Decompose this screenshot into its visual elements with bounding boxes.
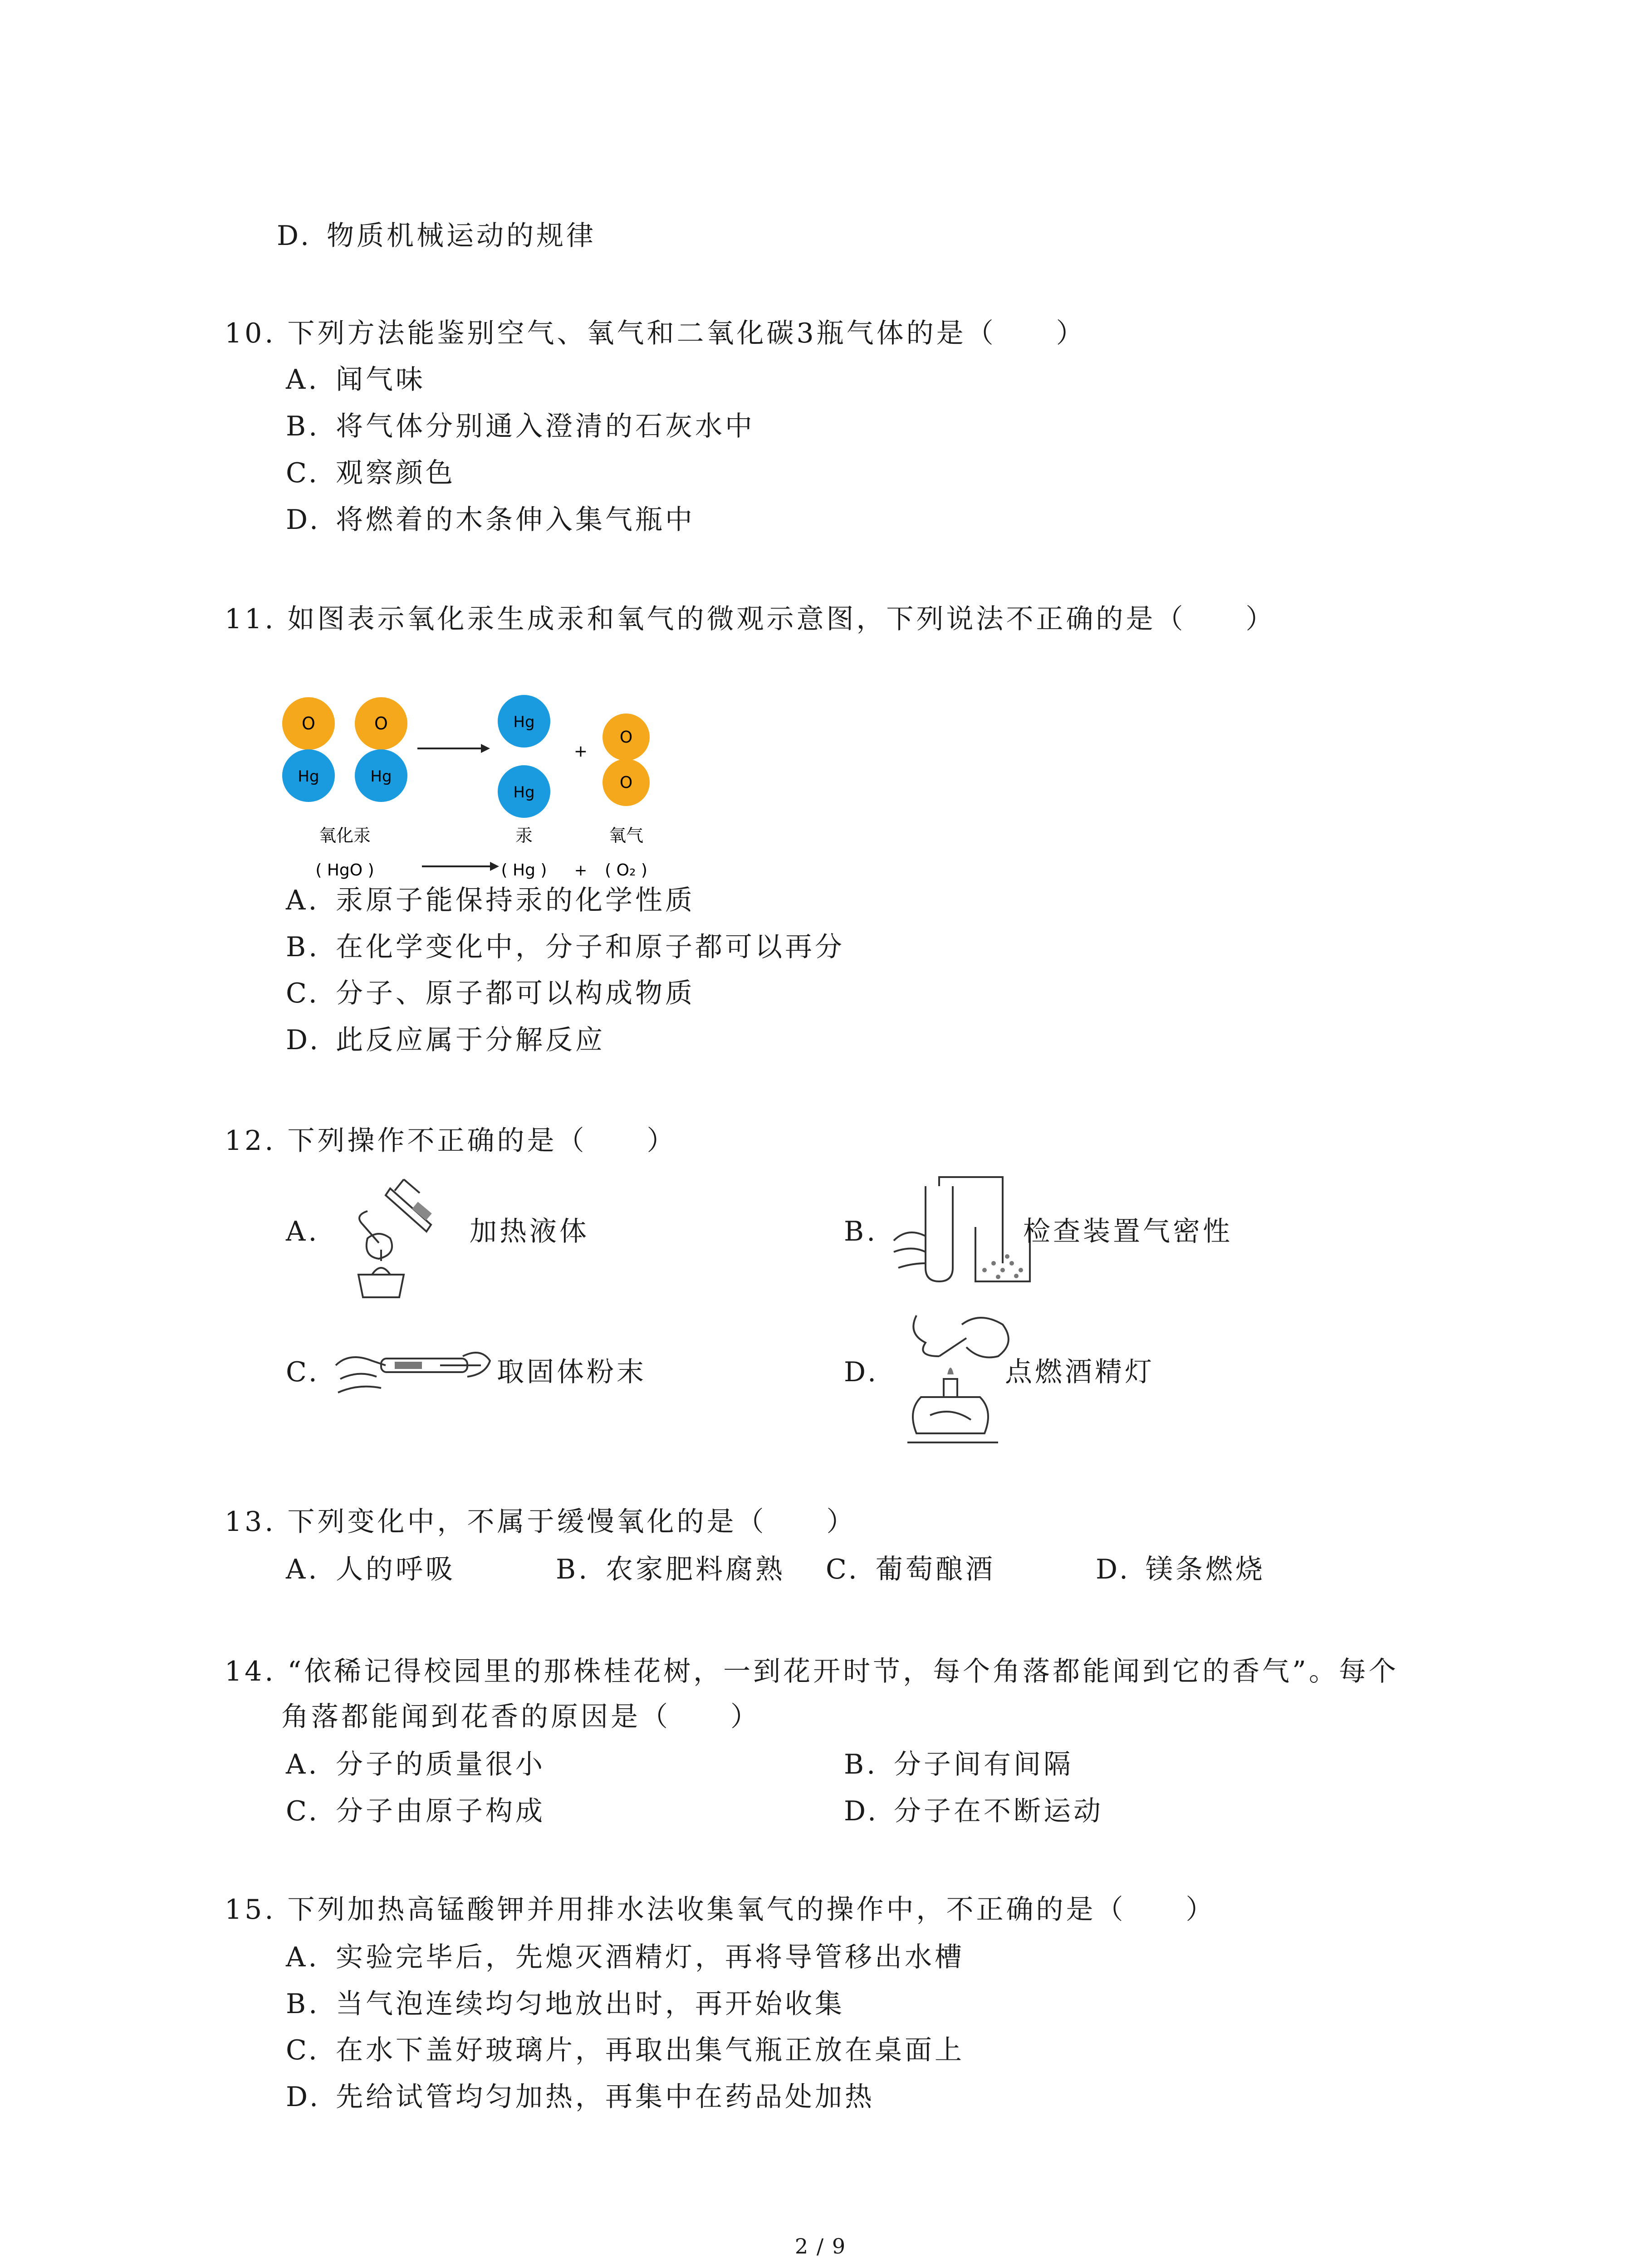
q12-option-d-text: 点燃酒精灯 [1005,1356,1155,1388]
q14-option-d [844,1793,1103,1829]
option-text: 将气体分别通入澄清的石灰水中 [336,411,755,442]
q10-option-d [286,502,695,538]
hgo-formula: ( HgO ) [315,861,374,880]
reaction-arrow-icon [417,744,490,753]
option-text: 分子、原子都可以构成物质 [336,978,695,1009]
option-letter: D. [286,2081,321,2113]
q15-option-c [286,2032,965,2068]
plus-sign: + [574,861,588,880]
hg-label: 汞 [515,826,533,846]
option-text: 分子由原子构成 [336,1795,545,1827]
option-letter: C. [286,457,320,489]
question-number: 14. [225,1656,276,1687]
q11-stem [225,601,1276,637]
option-letter: D. [844,1795,879,1827]
option-letter: D. [286,1024,321,1056]
q14-option-c [286,1793,545,1829]
option-text: 先给试管均匀加热，再集中在药品处加热 [336,2081,875,2113]
option-text: 观察颜色 [336,457,456,489]
option-letter: B. [286,411,320,442]
hgo-molecule-1 [282,697,335,802]
option-text: 分子间有间隔 [894,1749,1073,1780]
q12-option-c-text: 取固体粉末 [497,1356,647,1388]
atom-label: O [619,728,633,747]
question-text: 下列加热高锰酸钾并用排水法收集氧气的操作中，不正确的是（ ） [287,1894,1216,1926]
option-letter: B. [286,931,320,963]
question-text: “依稀记得校园里的那株桂花树，一到花开时节，每个角落都能闻到它的香气”。每个 [287,1656,1399,1687]
airtightness-check-icon [889,1173,1034,1300]
option-letter: A. [286,364,320,396]
q14-stem-line2: 角落都能闻到花香的原因是（ ） [281,1701,760,1733]
hg-formula: ( Hg ) [501,861,547,880]
option-text: 分子在不断运动 [894,1795,1103,1827]
option-text: 将燃着的木条伸入集气瓶中 [336,504,695,536]
q12-option-b-text: 检查装置气密性 [1023,1216,1233,1247]
o2-label: 氧气 [608,826,644,846]
option-text: 镁条燃烧 [1146,1554,1265,1585]
option-text: 分子的质量很小 [336,1749,545,1780]
question-number: 12. [225,1125,276,1157]
option-letter: A. [286,885,320,916]
oxygen-molecule [603,714,650,806]
atom-label: Hg [513,713,535,731]
option-letter: C. [826,1554,860,1585]
question-number: 10. [225,318,276,349]
q15-stem [225,1892,1216,1928]
reaction-arrow-icon [422,862,499,871]
q11-option-d [286,1022,605,1058]
atom-label: Hg [513,783,535,802]
question-text: 如图表示氧化汞生成汞和氧气的微观示意图，下列说法不正确的是（ ） [287,603,1276,635]
plus-sign: + [573,742,588,761]
option-text: 物质机械运动的规律 [327,220,596,252]
q11-option-c [286,975,695,1012]
o2-formula: ( O₂ ) [605,861,647,880]
q12-option-d-letter: D. [844,1356,879,1388]
q13-stem [225,1504,857,1540]
option-text: 实验完毕后，先熄灭酒精灯，再将导管移出水槽 [336,1941,965,1973]
q12-stem [225,1123,677,1159]
q14-option-a [286,1746,545,1783]
powder-sampling-icon [331,1334,495,1406]
atom-label: Hg [298,767,319,786]
option-text: 葡萄酿酒 [876,1554,995,1585]
atom-label: Hg [370,767,392,786]
q10-option-c [286,455,456,491]
q10-option-a [286,362,426,398]
option-text: 汞原子能保持汞的化学性质 [336,885,695,916]
q13-option-a [286,1551,456,1588]
q12-option-b-letter: B. [844,1216,878,1247]
q10-option-b [286,408,755,445]
option-letter: B. [556,1554,590,1585]
mercury-atoms [498,695,550,818]
option-text: 闻气味 [336,364,426,396]
q12-option-c-letter: C. [286,1356,320,1388]
option-letter: B. [286,1988,320,2020]
q12-option-a-letter: A. [286,1216,320,1247]
option-letter: A. [286,1941,320,1973]
q10-stem [225,315,1086,352]
option-letter: D. [286,504,321,536]
option-letter: D. [1096,1554,1131,1585]
option-text: 在化学变化中，分子和原子都可以再分 [336,931,845,963]
page-number: 2 / 9 [794,2234,847,2258]
q11-option-a [286,882,695,919]
question-text: 下列变化中，不属于缓慢氧化的是（ ） [287,1506,857,1538]
q13-option-b [556,1551,785,1588]
question-number: 15. [225,1894,276,1926]
option-letter: D. [277,220,312,252]
q11-option-b [286,929,845,965]
option-letter: C. [286,1795,320,1827]
question-number: 11. [225,603,276,635]
q13-option-d [1096,1551,1265,1588]
atom-label: O [619,773,633,792]
atom-label: O [374,714,388,733]
option-text: 此反应属于分解反应 [336,1024,605,1056]
question-text: 下列方法能鉴别空气、氧气和二氧化碳3瓶气体的是（ ） [287,318,1086,349]
hgo-label: 氧化汞 [318,826,371,846]
option-text: 在水下盖好玻璃片，再取出集气瓶正放在桌面上 [336,2034,965,2066]
q15-option-d [286,2079,875,2115]
mercury-oxide-decomposition-diagram [272,685,681,894]
heating-liquid-icon [336,1170,472,1306]
hgo-molecule-2 [355,697,407,802]
q12-option-a-text: 加热液体 [470,1216,589,1247]
question-text: 下列操作不正确的是（ ） [287,1125,677,1157]
option-letter: B. [844,1749,878,1780]
option-text: 当气泡连续均匀地放出时，再开始收集 [336,1988,845,2020]
option-letter: A. [286,1554,320,1585]
option-text: 人的呼吸 [336,1554,456,1585]
option-text: 农家肥料腐熟 [606,1554,785,1585]
q15-option-b [286,1986,845,2022]
question-number: 13. [225,1506,276,1538]
q14-stem-line1 [225,1653,1399,1690]
q13-option-c [826,1551,995,1588]
q9-option-d [277,218,596,254]
q15-option-a [286,1939,965,1975]
option-letter: A. [286,1749,320,1780]
atom-label: O [302,714,315,733]
option-letter: C. [286,2034,320,2066]
q14-option-b [844,1746,1073,1783]
option-letter: C. [286,978,320,1009]
